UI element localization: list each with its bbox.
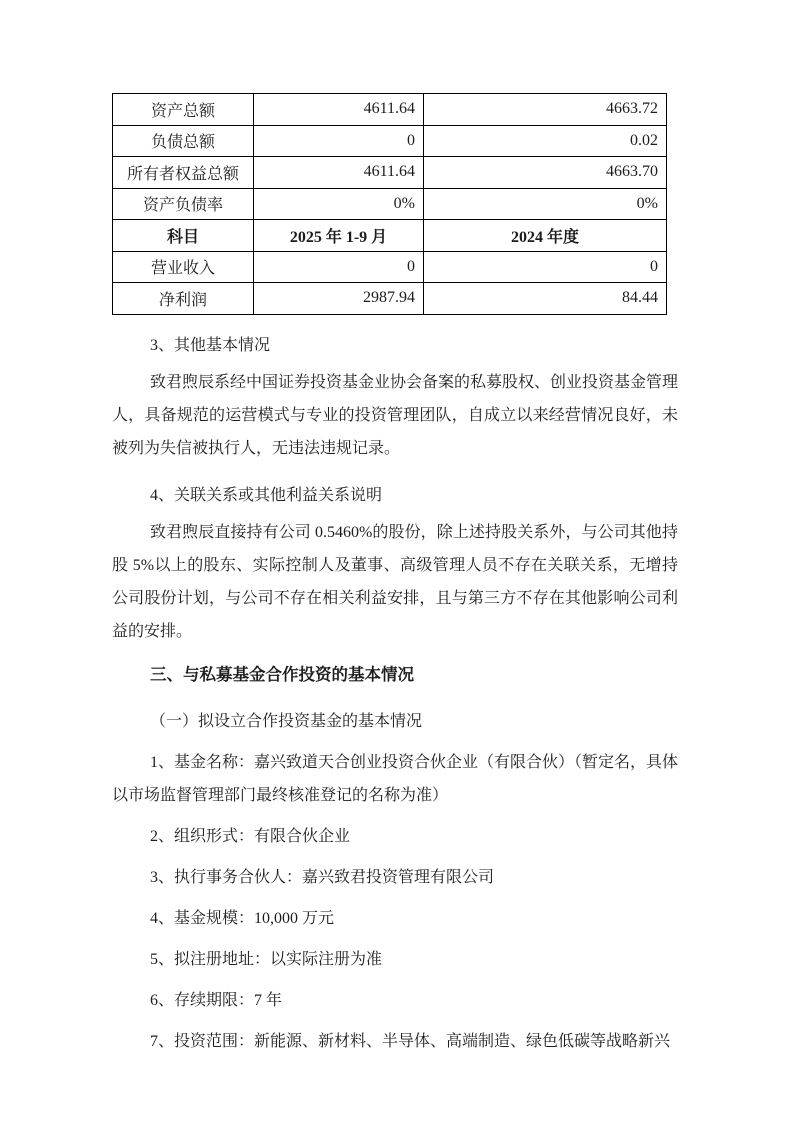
table-cell-2024: 0 [424, 251, 667, 283]
table-cell-2025: 4611.64 [254, 157, 424, 189]
other-basic-info-heading: 3、其他基本情况 [150, 336, 271, 354]
table-cell-label: 所有者权益总额 [113, 157, 254, 189]
table-cell-2024: 0.02 [424, 125, 667, 157]
table-row [113, 157, 667, 189]
table-cell-2024: 0% [424, 188, 667, 220]
table-cell-2024: 84.44 [424, 283, 667, 315]
table-cell-2025: 0% [254, 188, 424, 220]
document-content [112, 93, 678, 1058]
table-cell-label: 营业收入 [113, 251, 254, 283]
other-basic-info-paragraph: 致君煦辰系经中国证券投资基金业协会备案的私募股权、创业投资基金管理人，具备规范的运营模式与专业的投资管理团队，自成立以来经营情况良好，未被列为失信被执行人，无违法违规记录。 [112, 373, 679, 457]
table-cell-2025: 4611.64 [254, 94, 424, 126]
financial-table-body [113, 94, 667, 315]
subsection-one-heading: （一）拟设立合作投资基金的基本情况 [150, 712, 423, 730]
section-three-heading: 三、与私募基金合作投资的基本情况 [150, 664, 414, 684]
table-cell-2024: 2024 年度 [424, 220, 667, 252]
table-cell-2024: 4663.70 [424, 157, 667, 189]
table-header-row [113, 220, 667, 252]
table-row [113, 251, 667, 283]
document-body [112, 329, 678, 1058]
registered-address-item: 5、拟注册地址：以实际注册为准 [150, 950, 383, 968]
financial-summary-table [112, 93, 667, 315]
table-row [113, 283, 667, 315]
table-cell-2025: 0 [254, 125, 424, 157]
table-row [113, 94, 667, 126]
executive-partner-item: 3、执行事务合伙人：嘉兴致君投资管理有限公司 [150, 868, 495, 886]
table-cell-2025: 0 [254, 251, 424, 283]
fund-name-item: 1、基金名称：嘉兴致道天合创业投资合伙企业（有限合伙）（暂定名，具体以市场监督管理部门最终核准登记的名称为准） [112, 753, 679, 804]
table-cell-2025: 2025 年 1-9 月 [254, 220, 424, 252]
relationship-paragraph: 致君煦辰直接持有公司 0.5460%的股份，除上述持股关系外，与公司其他持股 5%以上的股东、实际控制人及董事、高级管理人员不存在关联关系，无增持公司股份计划，与公司不存在相关利益安排，且与第三方不存在其他影响公司利益的安排。 [112, 523, 678, 640]
table-row [113, 188, 667, 220]
table-cell-2025: 2987.94 [254, 283, 424, 315]
table-row [113, 125, 667, 157]
fund-scale-item: 4、基金规模：10,000 万元 [150, 909, 335, 927]
investment-scope-item: 7、投资范围：新能源、新材料、半导体、高端制造、绿色低碳等战略新兴 [150, 1032, 671, 1050]
organization-form-item: 2、组织形式：有限合伙企业 [150, 827, 351, 845]
relationship-heading: 4、关联关系或其他利益关系说明 [150, 486, 383, 504]
table-cell-2024: 4663.72 [424, 94, 667, 126]
table-cell-label: 负债总额 [113, 125, 254, 157]
table-cell-label: 资产总额 [113, 94, 254, 126]
table-cell-label: 净利润 [113, 283, 254, 315]
duration-item: 6、存续期限：7 年 [150, 991, 283, 1009]
table-cell-label: 资产负债率 [113, 188, 254, 220]
table-cell-label: 科目 [113, 220, 254, 252]
